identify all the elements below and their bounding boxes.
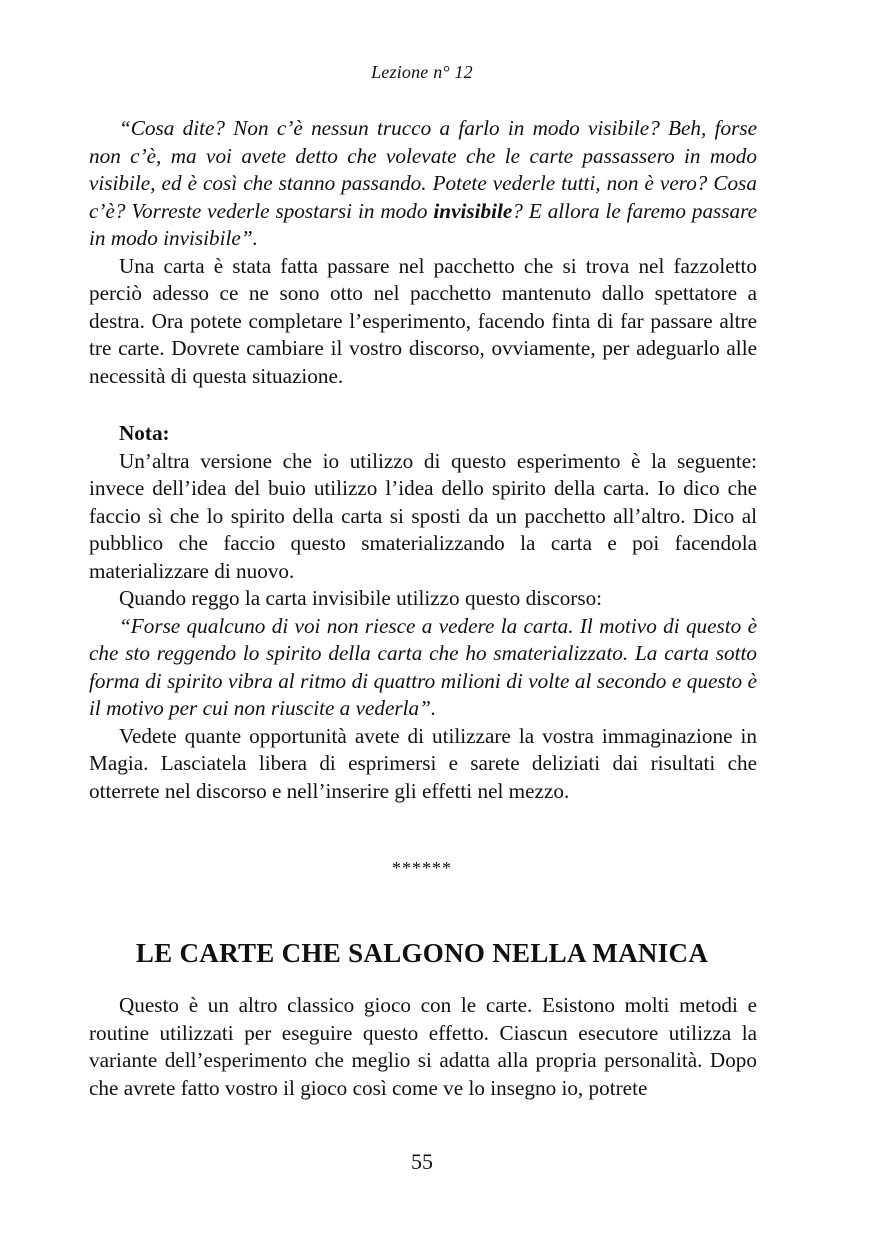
quote-text-start: “Cosa dite? Non c’è nessun trucco a farlo in modo visibile? Beh, forse non c’è, ma voi avete detto che volevate che le carte passassero in modo visibile, ed è così che stanno passando. Potete vederle tutti, non è vero? Cosa c’è? Vorreste vederle spostarsi in modo	[89, 116, 757, 223]
section-paragraph: Questo è un altro classico gioco con le carte. Esistono molti metodi e routine utilizzati per eseguire questo effetto. Ciascun esecutore utilizza la variante dell’esperimento che meglio si adatta alla propria personalità. Dopo che avrete fatto vostro il gioco così come ve lo insegno io, potrete	[89, 993, 757, 1100]
quote-paragraph	[89, 115, 757, 253]
note-heading: Nota:	[119, 421, 170, 445]
note-paragraph-2: Quando reggo la carta invisibile utilizzo questo discorso:	[119, 586, 603, 610]
note-paragraph-1: Un’altra versione che io utilizzo di questo esperimento è la seguente: invece dell’idea del buio utilizzo l’idea dello spirito della carta. Io dico che faccio sì che lo spirito della carta si sposti da un pacchetto all’altro. Dico al pubblico che faccio questo smaterializzando la carta e poi facendola materializzare di nuovo.	[89, 448, 757, 583]
section-separator: ******	[392, 858, 452, 878]
note-quote: “Forse qualcuno di voi non riesce a vedere la carta. Il motivo di questo è che sto reggendo lo spirito della carta che ho smaterializzato. La carta sotto forma di spirito vibra al ritmo di quattro milioni di volte al secondo e questo è il motivo per cui non riuscite a vederla”.	[89, 613, 757, 720]
body-paragraph: Una carta è stata fatta passare nel pacchetto che si trova nel fazzoletto perciò adesso ce ne sono otto nel pacchetto mantenuto dallo spettatore a destra. Ora potete completare l’esperimento, facendo finta di far passare altre tre carte. Dovrete cambiare il vostro discorso, ovviamente, per adeguarlo alle necessità di questa situazione.	[89, 253, 757, 388]
section-title: LE CARTE CHE SALGONO NELLA MANICA	[135, 938, 709, 968]
quote-text-end: ? E allora le faremo passare in modo invisibile”.	[89, 198, 758, 250]
text-block-section	[89, 992, 757, 1102]
quote-emphasis: invisibile	[433, 198, 513, 223]
text-block-note	[89, 420, 757, 805]
text-block-continuation	[89, 115, 757, 390]
note-paragraph-3: Vedete quante opportunità avete di utilizzare la vostra immaginazione in Magia. Lasciatela libera di esprimersi e sarete deliziati dai risultati che otterrete nel discorso e nell’inserire gli effetti nel mezzo.	[89, 723, 757, 803]
running-head: Lezione n° 12	[371, 62, 473, 82]
page-number: 55	[411, 1149, 433, 1174]
